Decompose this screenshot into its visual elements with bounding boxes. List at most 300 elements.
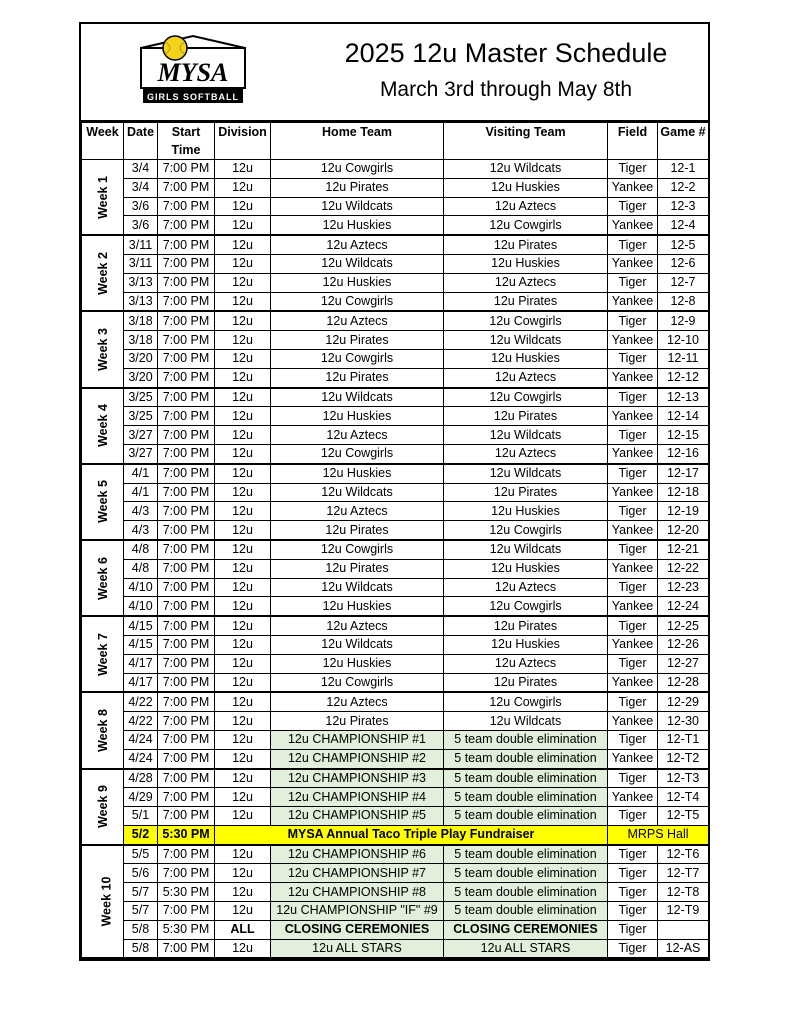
time-cell: 7:00 PM <box>158 559 215 578</box>
home-team-cell: 12u Aztecs <box>271 235 444 254</box>
home-team-cell: 12u CHAMPIONSHIP "IF" #9 <box>271 902 444 921</box>
division-cell: 12u <box>215 769 271 788</box>
home-team-cell: 12u CHAMPIONSHIP #5 <box>271 807 444 826</box>
date-cell: 3/18 <box>124 331 158 350</box>
game-number-cell: 12-28 <box>658 673 709 692</box>
game-number-cell: 12-14 <box>658 407 709 426</box>
game-number-cell: 12-13 <box>658 388 709 407</box>
time-cell: 7:00 PM <box>158 483 215 502</box>
week-label-cell <box>82 540 124 616</box>
week-label-cell <box>82 388 124 464</box>
visiting-team-cell: 12u Huskies <box>444 635 608 654</box>
schedule-table <box>81 122 709 959</box>
date-cell: 5/6 <box>124 864 158 883</box>
field-cell: Yankee <box>608 178 658 197</box>
home-team-cell: CLOSING CEREMONIES <box>271 920 444 939</box>
field-cell: Yankee <box>608 444 658 463</box>
time-cell: 7:00 PM <box>158 444 215 463</box>
game-number-cell: 12-26 <box>658 635 709 654</box>
logo-tagline: GIRLS SOFTBALL <box>147 92 239 102</box>
game-number-cell: 12-T7 <box>658 864 709 883</box>
visiting-team-cell: 12u Pirates <box>444 616 608 635</box>
home-team-cell: 12u Pirates <box>271 331 444 350</box>
visiting-team-cell: 12u Aztecs <box>444 273 608 292</box>
week-label-cell <box>82 616 124 692</box>
home-team-cell: 12u Pirates <box>271 178 444 197</box>
table-row <box>82 788 709 807</box>
home-team-cell: 12u Cowgirls <box>271 444 444 463</box>
field-cell: Tiger <box>608 235 658 254</box>
date-cell: 3/25 <box>124 388 158 407</box>
header-row <box>82 123 709 160</box>
visiting-team-cell: 12u Wildcats <box>444 331 608 350</box>
table-row <box>82 235 709 254</box>
game-number-cell: 12-19 <box>658 502 709 521</box>
division-cell: 12u <box>215 788 271 807</box>
field-cell: Yankee <box>608 483 658 502</box>
visiting-team-cell: 12u Aztecs <box>444 368 608 387</box>
home-team-cell: 12u Pirates <box>271 521 444 540</box>
date-cell: 3/27 <box>124 426 158 445</box>
game-number-cell: 12-24 <box>658 597 709 616</box>
header <box>81 24 708 122</box>
table-row <box>82 197 709 216</box>
visiting-team-cell: 5 team double elimination <box>444 845 608 864</box>
field-cell: Yankee <box>608 254 658 273</box>
mysa-logo <box>133 34 253 114</box>
week-label-cell <box>82 845 124 959</box>
division-cell: 12u <box>215 331 271 350</box>
home-team-cell: 12u Aztecs <box>271 311 444 330</box>
column-header: Game # <box>658 123 709 160</box>
field-cell: Yankee <box>608 673 658 692</box>
date-cell: 5/1 <box>124 807 158 826</box>
date-cell: 4/1 <box>124 464 158 483</box>
column-header: Week <box>82 123 124 160</box>
date-cell: 3/11 <box>124 254 158 273</box>
date-cell: 3/20 <box>124 349 158 368</box>
division-cell: 12u <box>215 388 271 407</box>
division-cell: 12u <box>215 654 271 673</box>
home-team-cell: 12u Wildcats <box>271 483 444 502</box>
date-cell: 4/3 <box>124 502 158 521</box>
time-cell: 7:00 PM <box>158 712 215 731</box>
field-cell: Yankee <box>608 368 658 387</box>
table-row <box>82 883 709 902</box>
game-number-cell: 12-8 <box>658 292 709 311</box>
time-cell: 7:00 PM <box>158 331 215 350</box>
table-row <box>82 273 709 292</box>
visiting-team-cell: 12u Wildcats <box>444 426 608 445</box>
home-team-cell: 12u Pirates <box>271 368 444 387</box>
table-row <box>82 368 709 387</box>
table-row <box>82 292 709 311</box>
field-cell: Tiger <box>608 616 658 635</box>
field-cell: Yankee <box>608 407 658 426</box>
date-cell: 3/13 <box>124 273 158 292</box>
time-cell: 7:00 PM <box>158 845 215 864</box>
date-cell: 4/29 <box>124 788 158 807</box>
time-cell: 7:00 PM <box>158 902 215 921</box>
home-team-cell: 12u Wildcats <box>271 578 444 597</box>
visiting-team-cell: 12u Cowgirls <box>444 692 608 711</box>
time-cell: 7:00 PM <box>158 426 215 445</box>
date-cell: 4/22 <box>124 692 158 711</box>
field-cell: Tiger <box>608 273 658 292</box>
field-cell: Tiger <box>608 902 658 921</box>
game-number-cell: 12-18 <box>658 483 709 502</box>
visiting-team-cell: 5 team double elimination <box>444 730 608 749</box>
home-team-cell: 12u Cowgirls <box>271 540 444 559</box>
division-cell: 12u <box>215 521 271 540</box>
game-number-cell: 12-15 <box>658 426 709 445</box>
visiting-team-cell: 12u Aztecs <box>444 197 608 216</box>
table-row <box>82 749 709 768</box>
table-row <box>82 216 709 235</box>
field-cell: Tiger <box>608 807 658 826</box>
division-cell: 12u <box>215 540 271 559</box>
visiting-team-cell: 5 team double elimination <box>444 864 608 883</box>
home-team-cell: 12u Huskies <box>271 597 444 616</box>
table-row <box>82 578 709 597</box>
week-label: Week 1 <box>95 175 110 219</box>
table-row <box>82 502 709 521</box>
week-label: Week 10 <box>99 876 114 927</box>
table-row <box>82 426 709 445</box>
visiting-team-cell: 12u Huskies <box>444 178 608 197</box>
table-row <box>82 254 709 273</box>
division-cell: 12u <box>215 939 271 958</box>
column-header: Date <box>124 123 158 160</box>
table-row <box>82 769 709 788</box>
table-row <box>82 845 709 864</box>
field-cell: Yankee <box>608 788 658 807</box>
game-number-cell: 12-30 <box>658 712 709 731</box>
table-row <box>82 902 709 921</box>
week-label: Week 5 <box>95 480 110 524</box>
home-team-cell: 12u Cowgirls <box>271 349 444 368</box>
time-cell: 7:00 PM <box>158 578 215 597</box>
field-cell: Yankee <box>608 712 658 731</box>
date-cell: 4/22 <box>124 712 158 731</box>
field-cell: MRPS Hall <box>608 825 709 844</box>
visiting-team-cell: 12u Wildcats <box>444 160 608 179</box>
division-cell: 12u <box>215 597 271 616</box>
division-cell: 12u <box>215 483 271 502</box>
game-number-cell: 12-25 <box>658 616 709 635</box>
home-team-cell: 12u Cowgirls <box>271 292 444 311</box>
time-cell: 7:00 PM <box>158 502 215 521</box>
division-cell: 12u <box>215 559 271 578</box>
event-cell: MYSA Annual Taco Triple Play Fundraiser <box>215 825 608 844</box>
game-number-cell: 12-T4 <box>658 788 709 807</box>
game-number-cell: 12-21 <box>658 540 709 559</box>
time-cell: 7:00 PM <box>158 769 215 788</box>
visiting-team-cell: 5 team double elimination <box>444 902 608 921</box>
table-row <box>82 692 709 711</box>
field-cell: Tiger <box>608 730 658 749</box>
home-team-cell: 12u CHAMPIONSHIP #6 <box>271 845 444 864</box>
week-label-cell <box>82 311 124 387</box>
field-cell: Tiger <box>608 388 658 407</box>
field-cell: Tiger <box>608 540 658 559</box>
visiting-team-cell: 12u Huskies <box>444 502 608 521</box>
week-label: Week 6 <box>95 556 110 600</box>
week-label: Week 2 <box>95 251 110 295</box>
time-cell: 7:00 PM <box>158 788 215 807</box>
division-cell: 12u <box>215 254 271 273</box>
time-cell: 7:00 PM <box>158 197 215 216</box>
visiting-team-cell: 12u Cowgirls <box>444 521 608 540</box>
game-number-cell: 12-17 <box>658 464 709 483</box>
game-number-cell: 12-T6 <box>658 845 709 864</box>
game-number-cell: 12-4 <box>658 216 709 235</box>
home-team-cell: 12u CHAMPIONSHIP #4 <box>271 788 444 807</box>
date-cell: 5/2 <box>124 825 158 844</box>
division-cell: 12u <box>215 235 271 254</box>
division-cell: 12u <box>215 407 271 426</box>
home-team-cell: 12u Cowgirls <box>271 673 444 692</box>
field-cell: Yankee <box>608 559 658 578</box>
division-cell: 12u <box>215 864 271 883</box>
game-number-cell: 12-T3 <box>658 769 709 788</box>
field-cell: Tiger <box>608 426 658 445</box>
column-header: Start Time <box>158 123 215 160</box>
visiting-team-cell: 12u Huskies <box>444 254 608 273</box>
table-row <box>82 331 709 350</box>
field-cell: Yankee <box>608 331 658 350</box>
home-team-cell: 12u Wildcats <box>271 254 444 273</box>
date-cell: 4/10 <box>124 597 158 616</box>
field-cell: Yankee <box>608 292 658 311</box>
schedule-sheet <box>79 22 710 961</box>
game-number-cell: 12-9 <box>658 311 709 330</box>
time-cell: 7:00 PM <box>158 939 215 958</box>
date-cell: 4/24 <box>124 730 158 749</box>
time-cell: 7:00 PM <box>158 368 215 387</box>
division-cell: 12u <box>215 273 271 292</box>
time-cell: 7:00 PM <box>158 254 215 273</box>
division-cell: 12u <box>215 807 271 826</box>
game-number-cell: 12-1 <box>658 160 709 179</box>
game-number-cell: 12-AS <box>658 939 709 958</box>
home-team-cell: 12u Wildcats <box>271 388 444 407</box>
division-cell: 12u <box>215 692 271 711</box>
week-label: Week 7 <box>95 632 110 676</box>
division-cell: 12u <box>215 730 271 749</box>
table-row <box>82 311 709 330</box>
home-team-cell: 12u Aztecs <box>271 502 444 521</box>
table-row <box>82 616 709 635</box>
division-cell: ALL <box>215 920 271 939</box>
home-team-cell: 12u CHAMPIONSHIP #7 <box>271 864 444 883</box>
visiting-team-cell: 12u Pirates <box>444 407 608 426</box>
game-number-cell: 12-T5 <box>658 807 709 826</box>
game-number-cell: 12-11 <box>658 349 709 368</box>
visiting-team-cell: 12u Wildcats <box>444 712 608 731</box>
time-cell: 7:00 PM <box>158 349 215 368</box>
time-cell: 7:00 PM <box>158 654 215 673</box>
table-row <box>82 673 709 692</box>
division-cell: 12u <box>215 578 271 597</box>
logo-brand: MYSA <box>157 58 229 87</box>
date-cell: 4/10 <box>124 578 158 597</box>
home-team-cell: 12u Aztecs <box>271 692 444 711</box>
date-cell: 4/8 <box>124 540 158 559</box>
visiting-team-cell: 12u Aztecs <box>444 654 608 673</box>
date-cell: 4/8 <box>124 559 158 578</box>
date-cell: 3/6 <box>124 197 158 216</box>
time-cell: 7:00 PM <box>158 311 215 330</box>
game-number-cell: 12-T1 <box>658 730 709 749</box>
game-number-cell: 12-12 <box>658 368 709 387</box>
page-subtitle: March 3rd through May 8th <box>379 78 633 101</box>
game-number-cell: 12-27 <box>658 654 709 673</box>
column-header: Field <box>608 123 658 160</box>
division-cell: 12u <box>215 426 271 445</box>
time-cell: 7:00 PM <box>158 807 215 826</box>
table-row <box>82 444 709 463</box>
visiting-team-cell: 12u Pirates <box>444 235 608 254</box>
date-cell: 3/4 <box>124 178 158 197</box>
table-row <box>82 160 709 179</box>
time-cell: 7:00 PM <box>158 864 215 883</box>
field-cell: Yankee <box>608 597 658 616</box>
week-label-cell <box>82 769 124 845</box>
visiting-team-cell: 12u Pirates <box>444 483 608 502</box>
week-label: Week 8 <box>95 708 110 752</box>
table-row <box>82 521 709 540</box>
visiting-team-cell: 12u Aztecs <box>444 444 608 463</box>
field-cell: Yankee <box>608 521 658 540</box>
date-cell: 3/13 <box>124 292 158 311</box>
division-cell: 12u <box>215 311 271 330</box>
table-row <box>82 864 709 883</box>
field-cell: Yankee <box>608 216 658 235</box>
visiting-team-cell: 12u Pirates <box>444 292 608 311</box>
date-cell: 5/8 <box>124 939 158 958</box>
date-cell: 4/17 <box>124 654 158 673</box>
home-team-cell: 12u CHAMPIONSHIP #1 <box>271 730 444 749</box>
game-number-cell: 12-23 <box>658 578 709 597</box>
field-cell: Yankee <box>608 635 658 654</box>
week-label-cell <box>82 464 124 540</box>
time-cell: 7:00 PM <box>158 273 215 292</box>
time-cell: 5:30 PM <box>158 920 215 939</box>
game-number-cell: 12-T2 <box>658 749 709 768</box>
division-cell: 12u <box>215 368 271 387</box>
field-cell: Tiger <box>608 311 658 330</box>
game-number-cell: 12-29 <box>658 692 709 711</box>
field-cell: Tiger <box>608 464 658 483</box>
time-cell: 7:00 PM <box>158 216 215 235</box>
table-row <box>82 730 709 749</box>
home-team-cell: 12u Huskies <box>271 654 444 673</box>
game-number-cell: 12-6 <box>658 254 709 273</box>
date-cell: 4/15 <box>124 635 158 654</box>
division-cell: 12u <box>215 464 271 483</box>
table-row <box>82 939 709 958</box>
field-cell: Tiger <box>608 692 658 711</box>
visiting-team-cell: 12u Huskies <box>444 559 608 578</box>
time-cell: 5:30 PM <box>158 883 215 902</box>
game-number-cell: 12-10 <box>658 331 709 350</box>
field-cell: Tiger <box>608 939 658 958</box>
table-row <box>82 540 709 559</box>
field-cell: Tiger <box>608 197 658 216</box>
table-row <box>82 349 709 368</box>
game-number-cell: 12-7 <box>658 273 709 292</box>
home-team-cell: 12u Huskies <box>271 464 444 483</box>
table-row <box>82 178 709 197</box>
table-row <box>82 388 709 407</box>
division-cell: 12u <box>215 502 271 521</box>
week-label-cell <box>82 235 124 311</box>
visiting-team-cell: 12u Wildcats <box>444 464 608 483</box>
date-cell: 3/11 <box>124 235 158 254</box>
home-team-cell: 12u Wildcats <box>271 197 444 216</box>
time-cell: 7:00 PM <box>158 292 215 311</box>
field-cell: Tiger <box>608 883 658 902</box>
date-cell: 4/3 <box>124 521 158 540</box>
game-number-cell: 12-20 <box>658 521 709 540</box>
time-cell: 7:00 PM <box>158 521 215 540</box>
division-cell: 12u <box>215 845 271 864</box>
field-cell: Tiger <box>608 502 658 521</box>
home-team-cell: 12u Huskies <box>271 273 444 292</box>
division-cell: 12u <box>215 749 271 768</box>
date-cell: 5/8 <box>124 920 158 939</box>
table-row <box>82 920 709 939</box>
home-team-cell: 12u Wildcats <box>271 635 444 654</box>
visiting-team-cell: 12u Pirates <box>444 673 608 692</box>
division-cell: 12u <box>215 616 271 635</box>
home-team-cell: 12u Pirates <box>271 712 444 731</box>
field-cell: Tiger <box>608 920 658 939</box>
visiting-team-cell: 5 team double elimination <box>444 883 608 902</box>
column-header: Division <box>215 123 271 160</box>
field-cell: Tiger <box>608 654 658 673</box>
date-cell: 5/7 <box>124 902 158 921</box>
game-number-cell <box>658 920 709 939</box>
home-team-cell: 12u CHAMPIONSHIP #3 <box>271 769 444 788</box>
visiting-team-cell: 12u Cowgirls <box>444 311 608 330</box>
game-number-cell: 12-T9 <box>658 902 709 921</box>
column-header: Visiting Team <box>444 123 608 160</box>
field-cell: Yankee <box>608 749 658 768</box>
visiting-team-cell: 5 team double elimination <box>444 807 608 826</box>
visiting-team-cell: 5 team double elimination <box>444 749 608 768</box>
visiting-team-cell: 12u Cowgirls <box>444 388 608 407</box>
field-cell: Tiger <box>608 845 658 864</box>
date-cell: 3/6 <box>124 216 158 235</box>
table-row <box>82 407 709 426</box>
date-cell: 4/15 <box>124 616 158 635</box>
division-cell: 12u <box>215 178 271 197</box>
division-cell: 12u <box>215 197 271 216</box>
division-cell: 12u <box>215 635 271 654</box>
page-title: 2025 12u Master Schedule <box>344 38 668 68</box>
table-row <box>82 654 709 673</box>
division-cell: 12u <box>215 902 271 921</box>
visiting-team-cell: 12u Cowgirls <box>444 216 608 235</box>
time-cell: 7:00 PM <box>158 597 215 616</box>
table-row <box>82 635 709 654</box>
home-team-cell: 12u CHAMPIONSHIP #8 <box>271 883 444 902</box>
game-number-cell: 12-3 <box>658 197 709 216</box>
division-cell: 12u <box>215 349 271 368</box>
home-team-cell: 12u Pirates <box>271 559 444 578</box>
